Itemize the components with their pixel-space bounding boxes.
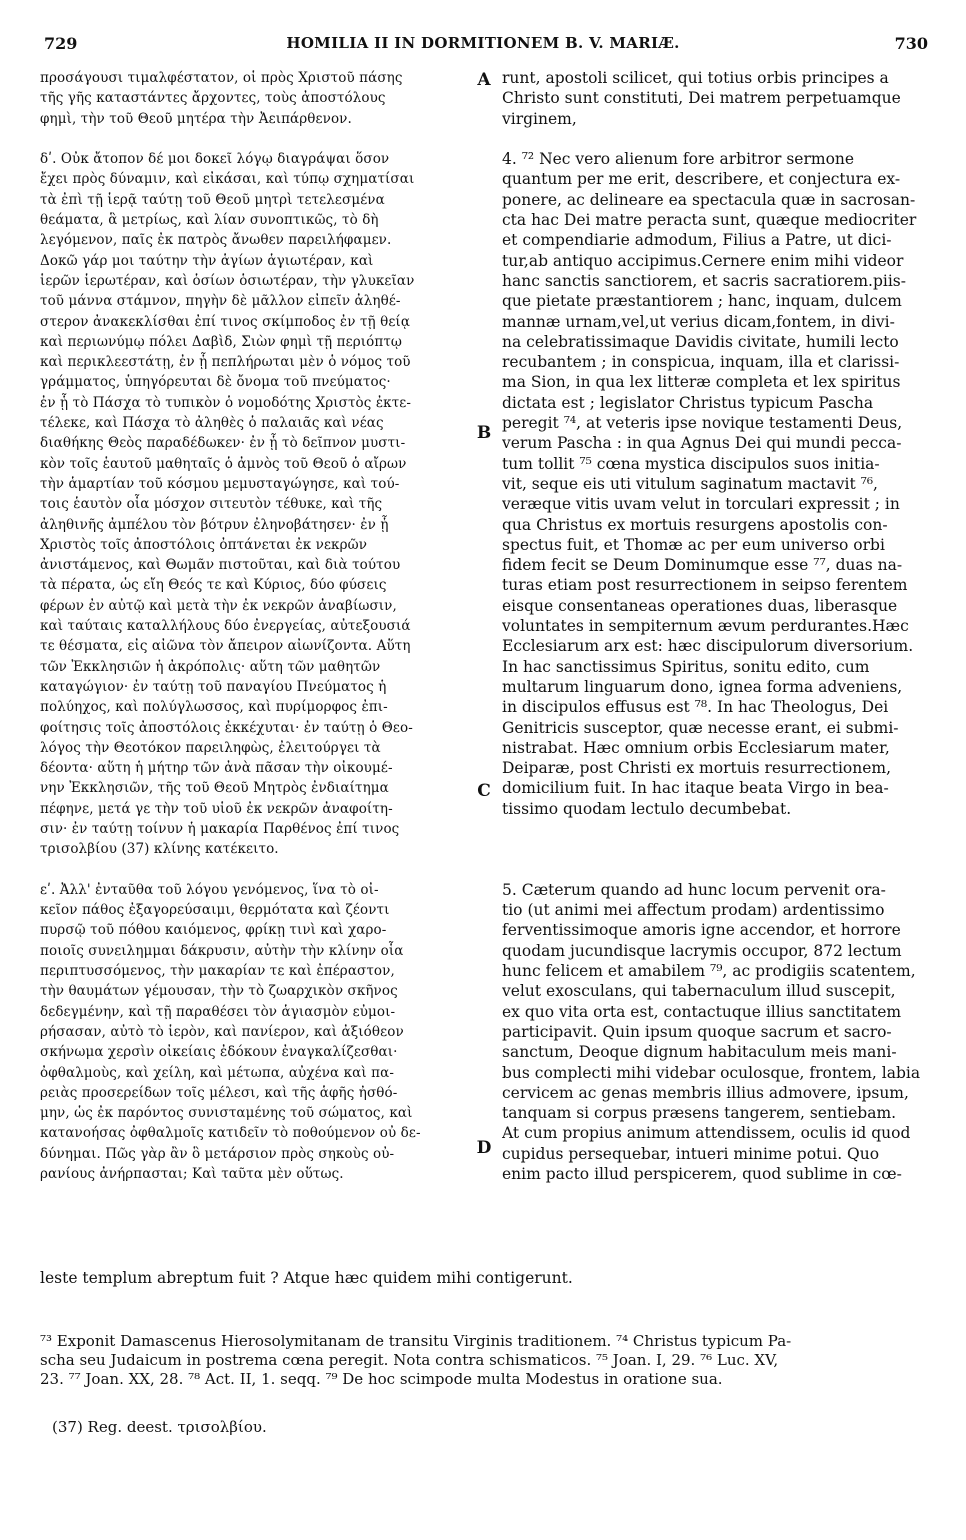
greek-line: κὸν τοῖς ἑαυτοῦ μαθηταῖς ὁ ἀμνὸς τοῦ Θεοῦ ὁ αἴρων xyxy=(40,455,407,472)
latin-line: voluntates in sempiternum ævum perdurantes.Hæc xyxy=(502,617,909,636)
latin-line xyxy=(502,839,934,859)
latin-line: multarum linguarum dono, ignea forma adveniens, xyxy=(502,677,903,696)
greek-line: κατανοήσας ὀφθαλμοῖς κατιδεῖν τὸ ποθούμενον οὐ δε- xyxy=(40,1125,421,1142)
page-number-left: 729 xyxy=(44,34,78,53)
greek-line: δʹ. Οὐκ ἄτοπον δέ μοι δοκεῖ λόγῳ διαγράψαι ὅσον xyxy=(40,151,390,168)
latin-line: ferventissimoque amoris igne accendor, et horrore xyxy=(502,921,901,940)
greek-line: ρήσασαν, αὐτὸ τὸ ἱερὸν, καὶ πανίερον, καὶ ἀξιόθεον xyxy=(40,1023,404,1040)
latin-line: ma Sion, in qua lex litteræ completa et lex spiritus xyxy=(502,373,901,392)
latin-line: cupidus persequebar, intueri minime potui. Quo xyxy=(502,1144,880,1163)
latin-line: vit, seque eis uti vitulum saginatum mactavit ⁷⁶, xyxy=(502,474,878,493)
greek-line: στερον ἀνακεκλίσθαι ἐπί τινος σκίμποδος ἐν τῇ θείᾳ xyxy=(40,313,411,330)
page-number-right: 730 xyxy=(894,34,928,53)
greek-line: τρισολβίου (37) κλίνης κατέκειτο. xyxy=(40,841,279,858)
greek-line: καὶ ταύταις καταλλήλους δύο ἐνεργείας, αὐτεξουσιά xyxy=(40,618,411,635)
latin-line: quodam jucundisque lacrymis occupor, 872 lectum xyxy=(502,941,902,960)
greek-line: προσάγουσι τιμαλφέστατον, οἱ πρὸς Χριστοῦ πάσης xyxy=(40,70,403,86)
margin-letter-d: D xyxy=(476,1138,492,1158)
greek-line: δέοντα· αὕτη ἡ μήτηρ τῶν ἀνὰ πᾶσαν τὴν οἰκουμέ- xyxy=(40,760,393,777)
greek-line: πέφηνε, μετά γε τὴν τοῦ υἱοῦ ἐκ νεκρῶν ἀναφοίτη- xyxy=(40,800,393,817)
latin-line: peregit ⁷⁴, at veteris ipse novique testamenti Deus, xyxy=(502,414,903,433)
greek-line: γράμματος, ὑπηγόρευται δὲ ὄνομα τοῦ πνεύματος· xyxy=(40,374,391,391)
running-title: HOMILIA II IN DORMITIONEM B. V. MARIÆ. xyxy=(286,34,680,52)
continuation-block xyxy=(40,1268,935,1289)
greek-line: καταγώγιον· ἐν ταύτῃ τοῦ παναγίου Πνεύματος ἡ xyxy=(40,678,387,695)
latin-line: cervicem ac genas membris illius admovere, ipsum, xyxy=(502,1083,909,1102)
greek-line: ρειὰς προσερείδων τοῖς μέλεσι, καὶ τῆς ἁφῆς ἠσθό- xyxy=(40,1084,398,1101)
latin-line: in discipulos effusus est ⁷⁸. In hac Theologus, Dei xyxy=(502,698,889,717)
greek-line: τὴν ἁμαρτίαν τοῦ κόσμου μεμυσταγώγησε, καὶ τού- xyxy=(40,475,400,492)
latin-line: tissimo quodam lectulo decumbebat. xyxy=(502,799,792,818)
latin-line: qua Christus ex mortuis resurgens apostolis con- xyxy=(502,515,888,534)
greek-line: δεδεγμένην, καὶ τῇ παραθέσει τὸν ἁγιασμὸν εὐμοι- xyxy=(40,1003,396,1020)
latin-line: bus complecti mihi videbar oculosque, frontem, labia xyxy=(502,1063,921,1082)
greek-line xyxy=(40,129,472,149)
greek-line: πολύηχος, καὶ πολύγλωσσος, καὶ πυρίμορφος ἐπι- xyxy=(40,699,388,716)
greek-line: φέρων ἐν αὐτῷ καὶ μετὰ τὴν ἐκ νεκρῶν ἀναβίωσιν, xyxy=(40,597,397,614)
greek-line: ἀνιστάμενος, καὶ Θωμᾶν πιστοῦται, καὶ διὰ τούτου xyxy=(40,557,401,574)
latin-line: fidem fecit se Deum Dominumque esse ⁷⁷, duas na- xyxy=(502,556,903,575)
latin-line: runt, apostoli scilicet, qui totius orbis principes a xyxy=(502,69,889,87)
greek-column xyxy=(40,68,472,1184)
latin-line: et compendiarie admodum, Filius a Patre, ut dici- xyxy=(502,231,892,250)
greek-line: λόγος τὴν Θεοτόκον παρειληφὼς, ἐλειτούργει τὰ xyxy=(40,739,381,756)
greek-line: τῶν Ἐκκλησιῶν ἡ ἀκρόπολις· αὕτη τῶν μαθητῶν xyxy=(40,658,381,675)
latin-line xyxy=(502,819,934,839)
greek-line: νην Ἐκκλησιῶν, τῆς τοῦ Θεοῦ Μητρὸς ἐνδιαίτημα xyxy=(40,780,389,797)
latin-line: 4. ⁷² Nec vero alienum fore arbitror sermone xyxy=(502,150,855,169)
latin-line: na celebratissimaque Davidis civitate, humili lecto xyxy=(502,332,899,351)
latin-line: ex quo vita orta est, contactuque illius sanctitatem xyxy=(502,1002,902,1021)
footnote-line: scha seu Judaicum in postrema cœna peregit. Nota contra schismaticos. ⁷⁵ Joan. I, 29. ⁷⁶ Luc. XV, xyxy=(40,1351,779,1369)
latin-line: hanc sanctis sanctiorem, et sacris sacratiorem.piis- xyxy=(502,271,906,290)
greek-line: ἐν ᾗ τὸ Πάσχα τὸ τυπικὸν ὁ νομοδότης Χριστὸς ἐκτε- xyxy=(40,394,412,411)
greek-line: κεῖον πάθος ἐξαγορεύσαιμι, θερμότατα καὶ ζέοντι xyxy=(40,902,390,919)
latin-line: cta hac Dei matre peracta sunt, quæque mediocriter xyxy=(502,211,917,230)
greek-line: φοίτησις τοῖς ἀποστόλοις ἐκκέχυται· ἐν ταύτῃ ὁ Θεο- xyxy=(40,719,413,736)
latin-line: tio (ut animi mei affectum prodam) ardentissimo xyxy=(502,901,885,920)
latin-line: tur,ab antiquo accipimus.Cernere enim mihi videor xyxy=(502,251,904,270)
latin-line: sanctum, Deoque dignum habitaculum meis mani- xyxy=(502,1043,897,1062)
footnotes xyxy=(40,1332,935,1389)
greek-line: ἔχει πρὸς δύναμιν, καὶ εἰκάσαι, καὶ τύπῳ σχηματίσαι xyxy=(40,171,415,188)
latin-line: nistrabat. Hæc omnium orbis Ecclesiarum mater, xyxy=(502,738,890,757)
greek-line: εʹ. Ἀλλ' ἐνταῦθα τοῦ λόγου γενόμενος, ἵνα τὸ οἰ- xyxy=(40,881,379,898)
latin-line: recubantem ; in conspicua, inquam, illa et clarissi- xyxy=(502,353,900,372)
latin-line xyxy=(502,129,934,149)
margin-letter-b: B xyxy=(476,423,492,443)
latin-line: dictata est ; legislator Christus typicum Pascha xyxy=(502,393,874,412)
latin-line: que pietate præstantiorem ; hanc, inquam, dulcem xyxy=(502,292,902,311)
greek-line: περιπτυσσόμενος, τὴν μακαρίαν τε καὶ ἐπέραστον, xyxy=(40,963,395,980)
greek-line: τοῦ μάννα στάμνον, πηγὴν δὲ μᾶλλον εἰπεῖν ἀληθέ- xyxy=(40,293,401,310)
greek-line: σκήνωμα χερσὶν οἰκείαις ἐδόκουν ἐναγκαλίζεσθαι· xyxy=(40,1044,398,1061)
greek-line: καὶ περικλεεστάτῃ, ἐν ᾗ πεπλήρωται μὲν ὁ νόμος τοῦ xyxy=(40,354,411,371)
greek-line: λεγόμενον, παῖς ἐκ πατρὸς ἄνωθεν παρειλήφαμεν. xyxy=(40,232,392,249)
latin-line: tum tollit ⁷⁵ cœna mystica discipulos suos initia- xyxy=(502,454,880,473)
latin-line: velut exosculans, qui tabernaculum illud suscepit, xyxy=(502,982,896,1001)
latin-line xyxy=(502,860,934,880)
latin-line: Ecclesiarum arx est: hæc discipulorum diversorium. xyxy=(502,637,914,656)
greek-line: πυρσῷ τοῦ πόθου καιόμενος, φρίκῃ τινὶ καὶ χαρο- xyxy=(40,922,387,939)
latin-line: participavit. Quin ipsum quoque sacrum et sacro- xyxy=(502,1022,892,1041)
latin-line: Genitricis susceptor, quæ necesse erant, ei submi- xyxy=(502,718,899,737)
greek-line: θεάματα, ἃ μετρίως, καὶ λίαν συνοπτικῶς, τὸ δὴ xyxy=(40,212,379,229)
greek-line: Χριστὸς τοῖς ἀποστόλοις ὀπτάνεται ἐκ νεκρῶν xyxy=(40,536,368,553)
greek-line: Δοκῶ γάρ μοι ταύτην τὴν ἁγίων ἁγιωτέραν, καὶ xyxy=(40,252,374,269)
latin-line: verum Pascha : in qua Agnus Dei qui mundi pecca- xyxy=(502,434,902,453)
latin-line: Deiparæ, post Christi ex mortuis resurrectionem, xyxy=(502,759,892,778)
greek-line: τοις ἑαυτὸν οἷα μόσχον σιτευτὸν τέθυκε, καὶ τῆς xyxy=(40,496,383,513)
latin-line: 5. Cæterum quando ad hunc locum pervenit ora- xyxy=(502,880,886,899)
latin-line: Christo sunt constituti, Dei matrem perpetuamque xyxy=(502,89,901,108)
latin-column xyxy=(502,68,934,1184)
greek-line: τὰ πέρατα, ὡς εἴη Θεός τε καὶ Κύριος, δύο φύσεις xyxy=(40,577,387,594)
variant-note: (37) Reg. deest. τρισολβίου. xyxy=(52,1418,267,1436)
latin-line: eisque consentaneas operationes duas, liberasque xyxy=(502,596,898,615)
greek-line: μην, ὡς ἐκ παρόντος συνισταμένης τοῦ σώματος, καὶ xyxy=(40,1105,413,1122)
latin-line: spectus fuit, et Thomæ ac per eum universo orbi xyxy=(502,535,885,554)
greek-line: καὶ περιωνύμῳ πόλει Δαβὶδ, Σιὼν φημὶ τῇ περιόπτῳ xyxy=(40,333,403,350)
greek-line: ὀφθαλμοὺς, καὶ χείλη, καὶ μέτωπα, αὐχένα καὶ πα- xyxy=(40,1064,395,1081)
greek-line: σιν· ἐν ταύτῃ τοίνυν ἡ μακαρία Παρθένος ἐπί τινος xyxy=(40,820,400,837)
latin-line: tanquam si corpus præsens tangerem, sentiebam. xyxy=(502,1104,897,1123)
greek-line: τε θέσματα, εἰς αἰῶνα τὸν ἄπειρον αἰωνίζοντα. Αὕτη xyxy=(40,638,411,655)
latin-line: ponere, ac delineare ea spectacula quæ in sacrosan- xyxy=(502,190,916,209)
margin-letter-c: C xyxy=(477,781,491,801)
latin-line: quantum per me erit, describere, et conjectura ex- xyxy=(502,170,901,189)
greek-line: τέλεκε, καὶ Πάσχα τὸ ἀληθὲς ὁ παλαιᾶς καὶ νέας xyxy=(40,415,384,432)
greek-line: ἀληθινῆς ἀμπέλου τὸν βότρυν ἐληνοβάτησεν· ἐν ᾗ xyxy=(40,516,389,533)
greek-line: φημὶ, τὴν τοῦ Θεοῦ μητέρα τὴν Ἀειπάρθενον. xyxy=(40,110,352,127)
latin-line: virginem, xyxy=(502,109,577,128)
greek-line: ποιοῖς συνειλημμαι δάκρυσιν, αὐτὴν τὴν κλίνην οἷα xyxy=(40,942,404,959)
latin-line: turas etiam post resurrectionem in seipso ferentem xyxy=(502,576,908,595)
latin-line: domicilium fuit. In hac itaque beata Virgo in bea- xyxy=(502,779,889,798)
margin-letter-a: A xyxy=(477,70,491,90)
latin-line: At cum propius animum attendissem, oculis id quod xyxy=(502,1124,911,1143)
latin-line: mannæ urnam,vel,ut verius dicam,fontem, in divi- xyxy=(502,312,895,331)
footnote-line: ⁷³ Exponit Damascenus Hierosolymitanam de transitu Virginis traditionem. ⁷⁴ Christus typicum Pa- xyxy=(40,1332,792,1350)
greek-line: δύνημαι. Πῶς γὰρ ἂν ὃ μετάρσιον πρὸς σηκοὺς οὐ- xyxy=(40,1145,395,1162)
latin-line: In hac sanctissimus Spiritus, sonitu edito, cum xyxy=(502,657,870,676)
footnote-line: 23. ⁷⁷ Joan. XX, 28. ⁷⁸ Act. II, 1. seqq. ⁷⁹ De hoc scimpode multa Modestus in oratione sua. xyxy=(40,1370,723,1388)
greek-line: διαθήκης Θεὸς παραδέδωκεν· ἐν ᾗ τὸ δεῖπνον μυστι- xyxy=(40,435,406,452)
latin-line: veræque vitis uvam velut in torculari expressit ; in xyxy=(502,495,900,514)
page-header xyxy=(0,34,966,58)
greek-line xyxy=(40,860,472,880)
latin-line: hunc felicem et amabilem ⁷⁹, ac prodigiis scatentem, xyxy=(502,962,916,981)
greek-line: ρανίους ἀνήρπασται; Καὶ ταῦτα μὲν οὕτως. xyxy=(40,1166,344,1183)
latin-line: enim pacto illud perspicerem, quod sublime in cœ- xyxy=(502,1165,902,1184)
greek-line: τὴν θαυμάτων γέμουσαν, τὴν τὸ ζωαρχικὸν σκῆνος xyxy=(40,983,398,1000)
greek-line: ἱερῶν ἱερωτέραν, καὶ ὁσίων ὁσιωτέραν, τὴν γλυκεῖαν xyxy=(40,272,415,289)
greek-line: τὰ ἐπὶ τῇ ἱερᾷ ταύτῃ τοῦ Θεοῦ μητρὶ τετελεσμένα xyxy=(40,191,385,208)
continuation-line: leste templum abreptum fuit ? Atque hæc quidem mihi contigerunt. xyxy=(40,1269,573,1287)
greek-line: τῆς γῆς καταστάντες ἄρχοντες, τοὺς ἀποστόλους xyxy=(40,90,386,107)
